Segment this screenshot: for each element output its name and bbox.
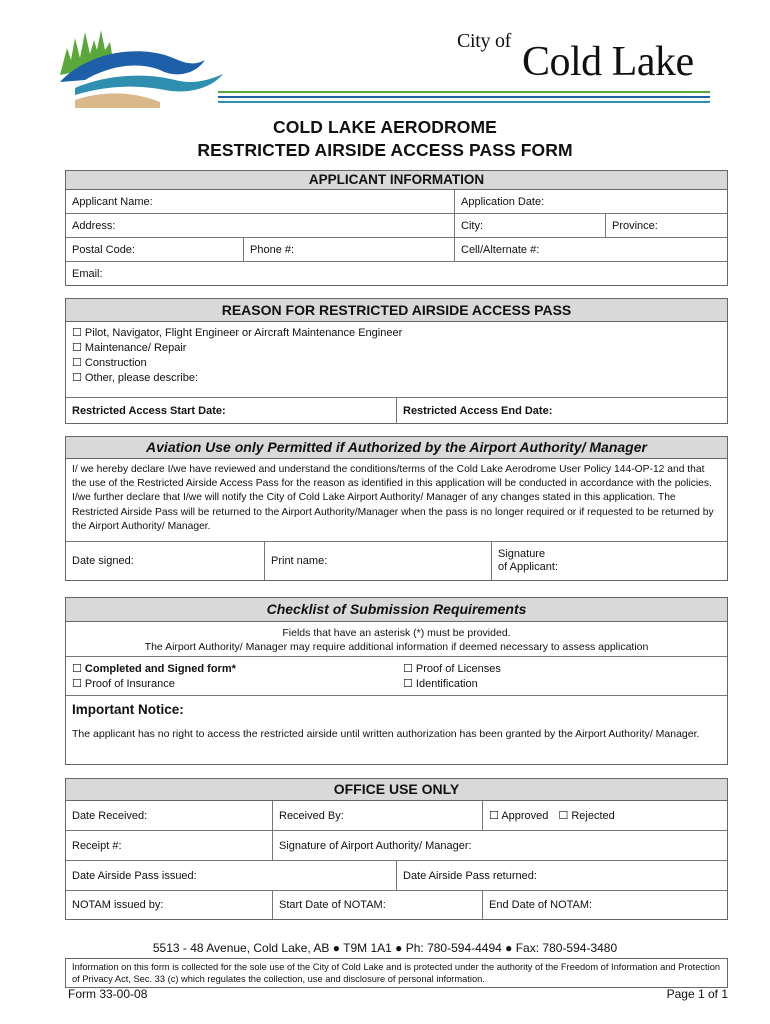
- notam-end-label: End Date of NOTAM:: [489, 899, 593, 911]
- access-end-date-field[interactable]: [397, 398, 727, 423]
- approval-field: [483, 801, 727, 830]
- date-signed-label: Date signed:: [72, 555, 134, 567]
- declaration-text: I/ we hereby declare I/we have reviewed and understand the conditions/terms of the Cold Lake Aerodrome User Policy 144-OP-12 and that the use of the Restricted Airside Access Pass for the reason as identified in this application will be conducted in accordance with the policies. I/we further declare that I/we will notify the City of Cold Lake Airport Authority/ Manager of any changes stated in this application. The Restricted Airside Pass will be returned to the Airport Authority/Manager when the pass is no longer required or if requested to be returned by the Airport Authority/ Manager.: [66, 459, 727, 542]
- rejected-label: Rejected: [571, 810, 615, 822]
- check-completed-form[interactable]: ☐ Completed and Signed form*: [72, 663, 236, 675]
- reason-option-maintenance[interactable]: ☐ Maintenance/ Repair: [72, 342, 187, 354]
- pass-issued-label: Date Airside Pass issued:: [72, 869, 197, 882]
- pass-returned-field[interactable]: [397, 861, 727, 890]
- reason-option-pilot[interactable]: ☐ Pilot, Navigator, Flight Engineer or Aircraft Maintenance Engineer: [72, 327, 403, 339]
- receipt-label: Receipt #:: [72, 839, 122, 852]
- notam-issued-field[interactable]: [66, 891, 273, 919]
- approved-checkbox[interactable]: ☐ Approved: [489, 810, 549, 822]
- reason-option-construction[interactable]: ☐ Construction: [72, 357, 147, 369]
- application-date-label: Application Date:: [461, 195, 545, 208]
- header-rule-green: [218, 91, 710, 93]
- checklist-section: [65, 597, 728, 765]
- check-insurance[interactable]: ☐ Proof of Insurance: [72, 678, 175, 690]
- important-notice-text: The applicant has no right to access the restricted airside until written authorization has been granted by the Airport Authority/ Manager.: [72, 728, 700, 740]
- pass-issued-field[interactable]: [66, 861, 397, 890]
- page-number: Page 1 of 1: [666, 987, 728, 1001]
- office-section: [65, 778, 728, 920]
- aviation-heading: Aviation Use only Permitted if Authorized by the Airport Authority/ Manager: [66, 437, 727, 459]
- city-field[interactable]: [455, 214, 606, 237]
- city-label: City:: [461, 219, 483, 232]
- authority-signature-field[interactable]: [273, 831, 727, 860]
- form-number: Form 33-00-08: [68, 987, 148, 1001]
- notam-start-field[interactable]: [273, 891, 483, 919]
- privacy-notice: Information on this form is collected for the sole use of the City of Cold Lake and is protected under the authority of the Freedom of Information and Protection of Privacy Act, Sec. 33 (c) which regulates the collection, use and disclosure of personal information.: [65, 958, 728, 988]
- province-field[interactable]: [606, 214, 727, 237]
- address-field[interactable]: [66, 214, 455, 237]
- applicant-name-label: Applicant Name:: [72, 195, 153, 208]
- email-field[interactable]: [66, 262, 727, 285]
- notam-issued-label: NOTAM issued by:: [72, 899, 164, 911]
- phone-field[interactable]: [244, 238, 455, 261]
- access-end-date-label: Restricted Access End Date:: [403, 404, 553, 417]
- check-identification[interactable]: ☐ Identification: [403, 678, 478, 690]
- applicant-section: [65, 170, 728, 286]
- date-received-label: Date Received:: [72, 809, 148, 822]
- postal-code-label: Postal Code:: [72, 243, 135, 256]
- pass-returned-label: Date Airside Pass returned:: [403, 869, 537, 882]
- print-name-label: Print name:: [271, 555, 328, 567]
- print-name-field[interactable]: [265, 542, 492, 580]
- notam-start-label: Start Date of NOTAM:: [279, 899, 386, 911]
- form-title-line2: RESTRICTED AIRSIDE ACCESS PASS FORM: [197, 140, 573, 160]
- received-by-field[interactable]: [273, 801, 483, 830]
- header-rule-teal: [218, 101, 710, 103]
- logo-sand: [75, 93, 160, 108]
- approved-label: Approved: [501, 810, 549, 822]
- date-received-field[interactable]: [66, 801, 273, 830]
- reason-heading: REASON FOR RESTRICTED AIRSIDE ACCESS PASS: [66, 299, 727, 322]
- check-identification-label: Identification: [415, 678, 478, 690]
- access-start-date-field[interactable]: [66, 398, 397, 423]
- signature-label-line2: of Applicant:: [498, 561, 558, 573]
- office-heading: OFFICE USE ONLY: [66, 779, 727, 801]
- receipt-field[interactable]: [66, 831, 273, 860]
- email-label: Email:: [72, 267, 103, 280]
- signature-field[interactable]: [492, 542, 727, 580]
- phone-label: Phone #:: [250, 243, 295, 256]
- footer-address: 5513 - 48 Avenue, Cold Lake, AB ● T9M 1A1 ● Ph: 780-594-4494 ● Fax: 780-594-3480: [152, 941, 618, 955]
- applicant-heading: APPLICANT INFORMATION: [66, 171, 727, 190]
- received-by-label: Received By:: [279, 809, 344, 822]
- check-licenses-label: Proof of Licenses: [415, 663, 501, 675]
- rejected-checkbox[interactable]: ☐ Rejected: [558, 810, 615, 822]
- cell-field[interactable]: [455, 238, 727, 261]
- notam-end-field[interactable]: [483, 891, 727, 919]
- address-label: Address:: [72, 219, 116, 232]
- header-rule-blue: [218, 96, 710, 98]
- checklist-note1: Fields that have an asterisk (*) must be provided.: [282, 627, 511, 639]
- application-date-field[interactable]: [455, 190, 727, 213]
- cold-lake-text: Cold Lake: [522, 39, 694, 85]
- access-start-date-label: Restricted Access Start Date:: [72, 404, 226, 417]
- authority-signature-label: Signature of Airport Authority/ Manager:: [279, 839, 472, 852]
- aviation-section: [65, 436, 728, 581]
- checklist-note2: The Airport Authority/ Manager may require additional information if deemed necessary to assess application: [144, 641, 649, 653]
- cell-label: Cell/Alternate #:: [461, 243, 540, 256]
- signature-label-line1: Signature: [498, 548, 546, 560]
- checklist-heading: Checklist of Submission Requirements: [66, 598, 727, 622]
- check-completed-form-label: Completed and Signed form*: [84, 663, 236, 675]
- check-insurance-label: Proof of Insurance: [84, 678, 175, 690]
- check-licenses[interactable]: ☐ Proof of Licenses: [403, 663, 501, 675]
- city-of-text: City of: [457, 30, 512, 52]
- province-label: Province:: [612, 219, 658, 232]
- applicant-name-field[interactable]: [66, 190, 455, 213]
- reason-section: [65, 298, 728, 424]
- form-title-line1: COLD LAKE AERODROME: [273, 117, 497, 137]
- date-signed-field[interactable]: [66, 542, 265, 580]
- postal-code-field[interactable]: [66, 238, 244, 261]
- important-notice-title: Important Notice:: [72, 702, 184, 717]
- reason-option-other[interactable]: ☐ Other, please describe:: [72, 372, 199, 384]
- city-logo: [55, 20, 225, 110]
